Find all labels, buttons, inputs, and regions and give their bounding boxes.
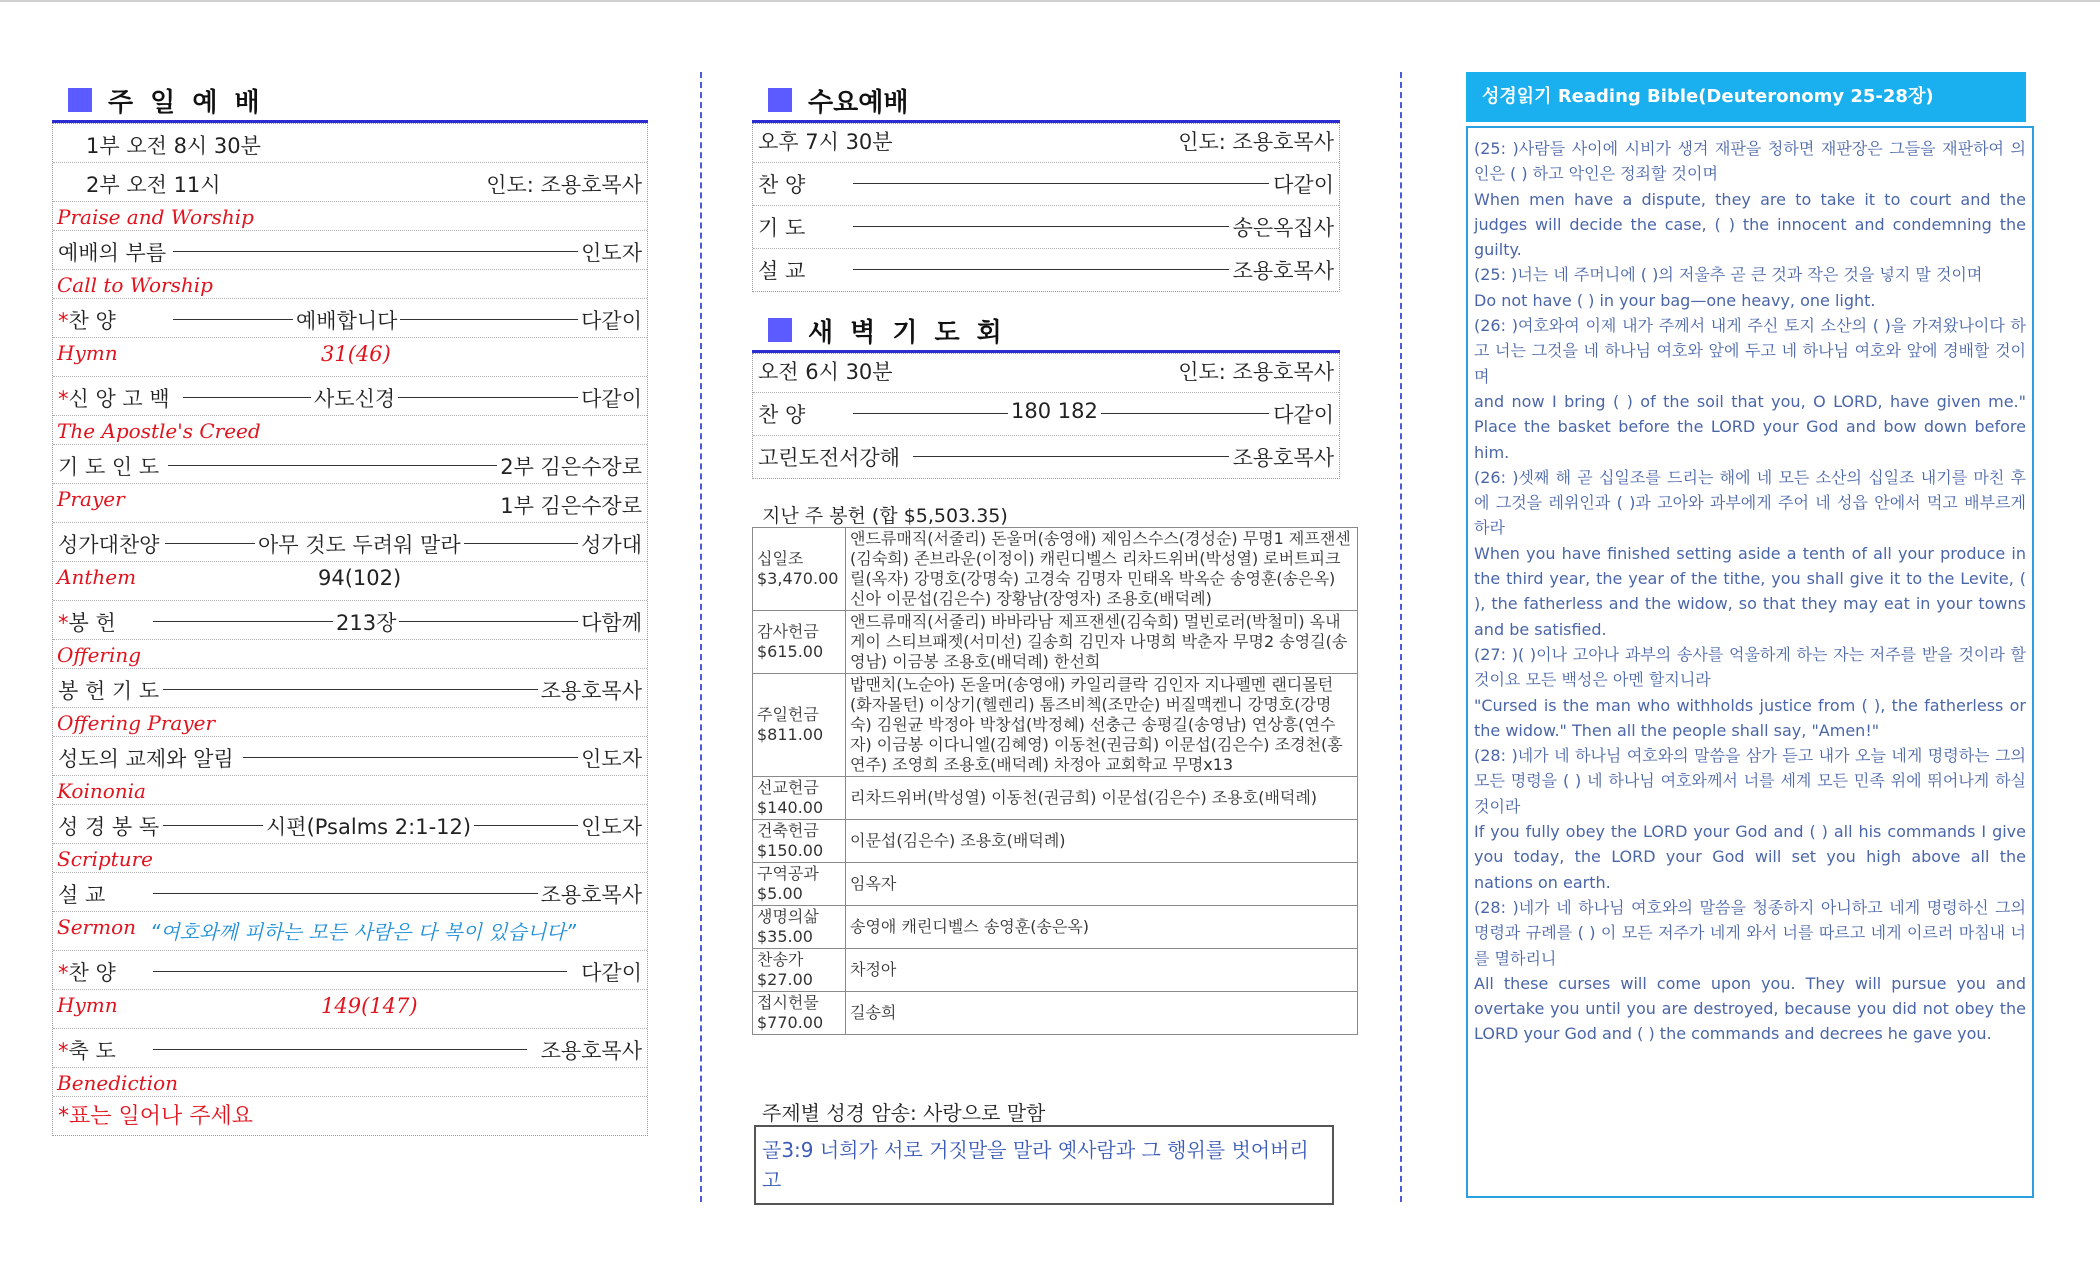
offering-amount: $27.00 <box>757 970 813 989</box>
order-row <box>53 1029 647 1068</box>
memory-verse-box <box>754 1125 1334 1205</box>
offering-category <box>753 528 846 611</box>
offering-category-name: 찬송가 <box>757 950 804 969</box>
order-left: 고린도전서강해 <box>755 442 903 472</box>
leader-line <box>853 183 1269 184</box>
order-right: 다같이 <box>578 383 645 413</box>
offering-category-name: 십일조 <box>757 549 804 568</box>
wednesday-header <box>752 72 1340 123</box>
offering-category <box>753 906 846 949</box>
offering-row <box>753 820 1358 863</box>
bible-verse-korean: (28: )네가 네 하나님 여호와의 말씀을 삼가 듣고 내가 오늘 네게 명령하는 그의 모든 명령을 ( ) 네 하나님 여호와께서 너를 세계 모든 민족 위에 뛰어나게 하실 것이라 <box>1474 746 2026 816</box>
offering-donors: 밥맨치(노순아) 돈울머(송영애) 카일리클락 김인자 지나펠멘 랜디몰턴(화자몰턴) 이상기(헬렌리) 톰즈비첵(조만순) 버질맥켄니 강명호(강명숙) 김원균 박정아 박창섭(박정혜) 선충근 송평길(송영남) 연상흥(연수자) 이금봉 이다니엘(김혜영) 이동천(권금희) 이문섭(김은수) 조경천(홍연주) 조영희 조용호(배덕례) 차정아 교회학교 무명x13 <box>846 674 1358 777</box>
dawn-row <box>753 436 1339 478</box>
offering-amount: $150.00 <box>757 841 824 860</box>
offering-row <box>753 674 1358 777</box>
leader-line <box>153 893 547 894</box>
leader-line <box>853 226 1229 227</box>
bible-verse-korean: (26: )셋째 해 곧 십일조를 드리는 해에 네 모든 소산의 십일조 내기를 마친 후에 그것을 레위인과 ( )과 고아와 과부에게 주어 네 성읍 안에서 먹고 배부르게 하라 <box>1474 467 2026 538</box>
anthem-number: 94(102) <box>315 566 404 590</box>
bible-verse-korean: (26: )여호와여 이제 내가 주께서 내게 주신 토지 소산의 ( )을 가져왔나이다 하고 너는 그것을 네 하나님 여호와 앞에 두고 네 하나님 여호와 앞에 경배할 것이며 <box>1474 316 2026 386</box>
offering-category-name: 구역공과 <box>757 864 819 883</box>
square-bullet-icon <box>768 88 792 112</box>
order-right: 조용호목사 <box>1230 255 1337 285</box>
order-left: *봉 헌 <box>55 607 119 637</box>
label-row <box>53 202 647 231</box>
offering-amount: $140.00 <box>757 798 824 817</box>
sunday-title: 주 일 예 배 <box>108 88 264 118</box>
dawn-header <box>752 302 1340 353</box>
offering-table <box>752 527 1358 1035</box>
offering-amount: $811.00 <box>757 725 824 744</box>
wednesday-leader: 인도: 조용호목사 <box>1175 126 1337 156</box>
offering-title: 지난 주 봉헌 (합 $5,503.35) <box>762 505 1008 527</box>
order-left: *찬 양 <box>55 957 119 987</box>
sunday-order-box <box>52 123 648 1136</box>
order-row <box>53 601 647 640</box>
bible-verse-english: Do not have ( ) in your bag—one heavy, one light. <box>1474 290 1876 310</box>
order-mid: 180 182 <box>1008 399 1101 423</box>
offering-amount: $3,470.00 <box>757 569 839 588</box>
label-row <box>53 270 647 299</box>
offering-donors: 앤드류매직(서줄리) 바바라남 제프잰센(김숙희) 멀빈로러(박철미) 옥내게이 스티브패젯(서미선) 길송희 김민자 나명희 박춘자 무명2 송영길(송영남) 이금봉 조용호(배덕례) 한선희 <box>846 611 1358 674</box>
sunday-time-2: 2부 오전 11시 <box>83 169 224 199</box>
order-row <box>53 737 647 776</box>
order-right: 다같이 <box>1270 169 1337 199</box>
english-label: Call to Worship <box>57 273 213 297</box>
offering-category <box>753 863 846 906</box>
label-row <box>53 416 647 445</box>
label-row <box>53 844 647 873</box>
order-right: 성가대 <box>578 529 645 559</box>
order-mid: 사도신경 <box>311 383 398 413</box>
offering-row <box>753 528 1358 611</box>
offering-amount: $5.00 <box>757 884 803 903</box>
leader-line <box>853 269 1229 270</box>
wednesday-title: 수요예배 <box>808 88 909 118</box>
offering-amount: $615.00 <box>757 642 824 661</box>
english-label: Koinonia <box>57 779 146 803</box>
offering-category-name: 건축헌금 <box>757 821 819 840</box>
offering-row <box>753 863 1358 906</box>
offering-row <box>753 777 1358 820</box>
english-label: Offering <box>57 643 142 667</box>
column-divider <box>700 72 702 1202</box>
order-row <box>53 873 647 912</box>
wednesday-time: 오후 7시 30분 <box>755 126 896 156</box>
order-left: 찬 양 <box>755 169 808 199</box>
offering-row <box>753 992 1358 1035</box>
english-label: Hymn <box>57 341 118 365</box>
offering-table-body <box>753 528 1358 1035</box>
bible-verse-english: and now I bring ( ) of the soil that you, O LORD, have given me." Place the basket before the LORD your God and bow down before him. <box>1474 391 2026 462</box>
dawn-time: 오전 6시 30분 <box>755 356 896 386</box>
order-row <box>53 805 647 844</box>
dawn-box <box>752 353 1340 479</box>
order-right: 2부 김은수장로 <box>497 451 645 481</box>
offering-row <box>753 906 1358 949</box>
order-right: 다같이 <box>1270 399 1337 429</box>
offering-category-name: 선교헌금 <box>757 778 819 797</box>
sunday-header <box>52 72 648 123</box>
leader-line <box>173 251 587 252</box>
order-right: 조용호목사 <box>538 1035 645 1065</box>
sunday-time-1: 1부 오전 8시 30분 <box>83 130 264 160</box>
english-label: Offering Prayer <box>57 711 216 735</box>
order-left: *축 도 <box>55 1035 119 1065</box>
offering-amount: $770.00 <box>757 1013 824 1032</box>
order-left: 찬 양 <box>755 399 808 429</box>
offering-donors: 송영애 캐린디벨스 송영훈(송은옥) <box>846 906 1358 949</box>
order-right: 조용호목사 <box>538 879 645 909</box>
bible-verse-korean: (27: )( )이나 고아나 과부의 송사를 억울하게 하는 자는 저주를 받을 것이라 할 것이요 모든 백성은 아멘 할지니라 <box>1474 644 2026 690</box>
order-mid: 213장 <box>333 607 399 637</box>
order-row <box>53 951 647 990</box>
order-mid: 시편(Psalms 2:1-12) <box>263 811 474 841</box>
label-row <box>53 912 647 951</box>
offering-donors: 길송희 <box>846 992 1358 1035</box>
offering-donors: 앤드류매직(서줄리) 돈울머(송영애) 제임스수스(경성순) 무명1 제프잰센(김숙희) 존브라운(이정이) 캐린디벨스 리차드위버(박성열) 로버트피크릴(옥자) 강명호(강명숙) 고경숙 김명자 민태옥 박옥순 송영훈(송은옥) 신아 이문섭(김은수) 장황남(장영자) 조용호(배덕례) <box>846 528 1358 611</box>
english-label: The Apostle's Creed <box>57 419 261 443</box>
label-row <box>53 484 647 523</box>
offering-donors: 차정아 <box>846 949 1358 992</box>
english-label: Anthem <box>57 565 137 589</box>
dawn-leader: 인도: 조용호목사 <box>1175 356 1337 386</box>
order-row <box>53 377 647 416</box>
square-bullet-icon <box>768 318 792 342</box>
bible-verse-korean: (28: )네가 네 하나님 여호와의 말씀을 청종하지 아니하고 네게 명령하신 그의 명령과 규례를 ( ) 이 모든 저주가 네게 와서 너를 따르고 네게 이르러 마침내 너를 멸하리니 <box>1474 897 2026 968</box>
dawn-row <box>753 393 1339 436</box>
bible-verse-korean: (25: )사람들 사이에 시비가 생겨 재판을 청하면 재판장은 그들을 재판하여 의인은 ( ) 하고 악인은 정죄할 것이며 <box>1474 139 2026 184</box>
order-left: 기 도 <box>755 212 808 242</box>
order-left: 설 교 <box>55 879 108 909</box>
top-border <box>0 0 2100 2</box>
order-row <box>53 231 647 270</box>
bible-verse-english: When men have a dispute, they are to take it to court and the judges will decide the case, ( ) the innocent and condemning the guilty. <box>1474 189 2026 260</box>
footnote: *표는 일어나 주세요 <box>55 1099 256 1130</box>
order-left: 성도의 교제와 알림 <box>55 743 237 773</box>
label-row <box>53 562 647 601</box>
bible-verse-korean: (25: )너는 네 주머니에 ( )의 저울추 곧 큰 것과 작은 것을 넣지 말 것이며 <box>1474 265 1983 285</box>
leader-line <box>913 456 1229 457</box>
square-bullet-icon <box>68 88 92 112</box>
order-row <box>53 445 647 484</box>
english-label: Prayer <box>57 487 125 511</box>
sunday-time-row-1 <box>53 124 647 163</box>
dawn-time-row <box>753 354 1339 393</box>
sunday-worship-section <box>52 72 648 1136</box>
order-left: 기 도 인 도 <box>55 451 162 481</box>
order-mid: 예배합니다 <box>293 305 400 335</box>
offering-donors: 리차드위버(박성열) 이동천(권금희) 이문섭(김은수) 조용호(배덕례) <box>846 777 1358 820</box>
hymn-number: 31(46) <box>318 342 394 366</box>
offering-category <box>753 992 846 1035</box>
order-right: 조용호목사 <box>538 675 645 705</box>
order-left: 예배의 부름 <box>55 237 169 267</box>
column-divider <box>1400 72 1402 1202</box>
sunday-leader: 인도: 조용호목사 <box>483 169 645 199</box>
order-right: 다함께 <box>578 607 645 637</box>
offering-category <box>753 611 846 674</box>
bible-verse-english: All these curses will come upon you. They will pursue you and overtake you until you are destroyed, because you did not obey the LORD your God and ( ) the commands and decrees he gave you. <box>1474 973 2026 1044</box>
order-left: 성가대찬양 <box>55 529 162 559</box>
english-label: Scripture <box>57 847 153 871</box>
bible-verse-english: If you fully obey the LORD your God and ( ) all his commands I give you today, the LORD your God will set you high above all the nations on earth. <box>1474 822 2026 892</box>
offering-category-name: 주일헌금 <box>757 705 819 724</box>
english-label: Benediction <box>57 1071 179 1095</box>
offering-category <box>753 820 846 863</box>
leader-line <box>163 689 547 690</box>
hymn-number: 149(147) <box>318 994 421 1018</box>
order-right: 조용호목사 <box>1230 442 1337 472</box>
label-row <box>53 990 647 1029</box>
order-mid: 아무 것도 두려워 말라 <box>255 529 464 559</box>
memory-verse-text: 골3:9 너희가 서로 거짓말을 말라 옛사람과 그 행위를 벗어버리고 <box>762 1138 1309 1192</box>
leader-line <box>243 757 587 758</box>
order-right: 다같이 <box>578 305 645 335</box>
bible-reading-header: 성경읽기 Reading Bible(Deuteronomy 25-28장) <box>1466 72 2026 122</box>
order-right: 인도자 <box>578 743 645 773</box>
offering-amount: $35.00 <box>757 927 813 946</box>
label-row <box>53 1068 647 1097</box>
wednesday-row <box>753 206 1339 249</box>
label-row <box>53 708 647 737</box>
bible-verse-english: When you have finished setting aside a tenth of all your produce in the third year, the year of the tithe, you shall give it to the Levite, ( ), the fatherless and the widow, so that they may eat in your towns and be satisfied. <box>1474 543 2026 639</box>
offering-row <box>753 611 1358 674</box>
leader-line <box>153 1049 527 1050</box>
footnote-row <box>53 1097 647 1135</box>
order-right: 다같이 <box>578 957 645 987</box>
order-right: 송은옥집사 <box>1230 212 1337 242</box>
order-left: 봉 헌 기 도 <box>55 675 162 705</box>
offering-category <box>753 777 846 820</box>
order-right: 인도자 <box>578 237 645 267</box>
wednesday-row <box>753 163 1339 206</box>
offering-category <box>753 674 846 777</box>
order-right: 인도자 <box>578 811 645 841</box>
memory-verse-title: 주제별 성경 암송: 사랑으로 말함 <box>762 1101 1046 1125</box>
weekday-section <box>752 72 1358 1205</box>
leader-line <box>153 971 567 972</box>
leader-line <box>168 465 517 466</box>
offering-category <box>753 949 846 992</box>
order-row <box>53 669 647 708</box>
label-row <box>53 640 647 669</box>
offering-category-name: 접시헌물 <box>757 993 819 1012</box>
order-left: *찬 양 <box>55 305 119 335</box>
order-row <box>53 523 647 562</box>
dawn-title: 새 벽 기 도 회 <box>808 318 1006 348</box>
bible-verse-english: "Cursed is the man who withholds justice from ( ), the fatherless or the widow." Then all the people shall say, "Amen!" <box>1474 695 2026 740</box>
offering-donors: 이문섭(김은수) 조용호(배덕례) <box>846 820 1358 863</box>
wednesday-row <box>753 249 1339 291</box>
order-left: *신 앙 고 백 <box>55 383 173 413</box>
english-label: Hymn <box>57 993 118 1017</box>
label-row <box>53 776 647 805</box>
order-row <box>53 299 647 338</box>
english-label: Sermon <box>57 915 136 939</box>
wednesday-box <box>752 123 1340 292</box>
label-row <box>53 338 647 377</box>
order-left: 설 교 <box>755 255 808 285</box>
sermon-title: “여호와께 피하는 모든 사람은 다 복이 있습니다” <box>147 916 579 945</box>
offering-row <box>753 949 1358 992</box>
wednesday-time-row <box>753 124 1339 163</box>
offering-category-name: 감사헌금 <box>757 622 819 641</box>
english-label: Praise and Worship <box>57 205 254 229</box>
offering-donors: 임옥자 <box>846 863 1358 906</box>
bible-reading-box <box>1466 126 2034 1198</box>
order-right: 1부 김은수장로 <box>497 490 645 520</box>
sunday-time-row-2 <box>53 163 647 202</box>
offering-category-name: 생명의삶 <box>757 907 819 926</box>
order-left: 성 경 봉 독 <box>55 811 162 841</box>
